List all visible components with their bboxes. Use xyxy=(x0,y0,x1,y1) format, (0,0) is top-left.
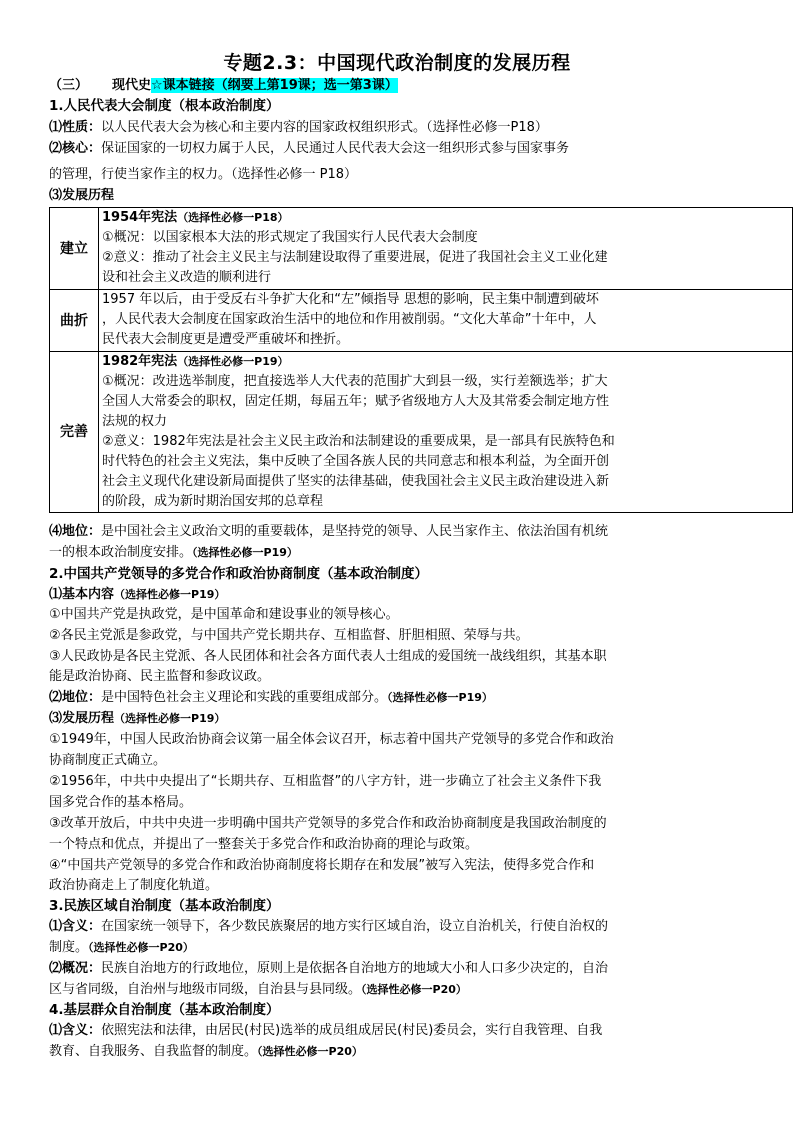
row-perfect xyxy=(50,352,793,513)
s3-meaning xyxy=(49,917,749,937)
establish-line: ①概况：以国家根本大法的形式规定了我国实行人民代表大会制度 xyxy=(102,230,478,245)
s1-nature xyxy=(49,118,749,138)
row-establish xyxy=(50,208,793,290)
textbook-link: ☆课本链接（纲要上第19课；选一第3课） xyxy=(151,78,398,93)
s2-dev-label: ⑶发展历程 xyxy=(49,711,115,726)
s1-core-text: 保证国家的一切权力属于人民，人民通过人民代表大会这一组织形式参与国家事务 xyxy=(101,141,570,156)
s3-meaning-label: ⑴含义： xyxy=(49,919,102,934)
s2-status-text: 是中国特色社会主义理论和实践的重要组成部分。 xyxy=(101,690,388,705)
s4-meaning-label: ⑴含义： xyxy=(49,1023,102,1038)
s1-nature-text: 以人民代表大会为核心和主要内容的国家政权组织形式。（选择性必修一P18） xyxy=(101,120,548,135)
sub-header-number: （三） xyxy=(49,78,89,93)
row-twist xyxy=(50,290,793,352)
s2-dev-item: 一个特点和优点，并提出了一整套关于多党合作和政治协商的理论与政策。 xyxy=(49,837,479,852)
s4-meaning-text: 依照宪法和法律，由居民(村民)选举的成员组成居民(村民)委员会，实行自我管理、自我 xyxy=(101,1023,603,1038)
s2-content-ref: （选择性必修一P19） xyxy=(114,588,226,601)
section-1-heading: 1.人民代表大会制度（根本政治制度） xyxy=(49,98,280,114)
s2-dev-item: 协商制度正式确立。 xyxy=(49,753,167,768)
perfect-line: 时代特色的社会主义宪法，集中反映了全国各族人民的共同意志和根本利益，为全面开创 xyxy=(102,454,610,469)
s2-item: 能是政治协商、民主监督和参政议政。 xyxy=(49,669,271,684)
section-4-heading: 4.基层群众自治制度（基本政治制度） xyxy=(49,1002,280,1018)
s4-meaning-cont xyxy=(49,1042,749,1062)
s1-core-cont: 的管理，行使当家作主的权力。（选择性必修一 P18） xyxy=(49,167,358,182)
perfect-ref: （选择性必修一P19） xyxy=(177,355,289,368)
perfect-title: 1982年宪法 xyxy=(102,354,178,369)
s3-overview-cont xyxy=(49,980,749,1000)
perfect-line: 的阶段，成为新时期治国安邦的总章程 xyxy=(102,494,324,509)
s1-nature-label: ⑴性质： xyxy=(49,120,102,135)
s4-meaning-text-2: 教育、自我服务、自我监督的制度。 xyxy=(49,1044,258,1059)
establish-line: 设和社会主义改造的顺利进行 xyxy=(102,270,272,285)
s2-content-label-line xyxy=(49,585,749,605)
s2-status xyxy=(49,688,749,708)
s2-dev-item: ④“中国共产党领导的多党合作和政治协商制度将长期存在和发展”被写入宪法，使得多党合作和 xyxy=(49,858,595,873)
s2-dev-item: ②1956年，中共中央提出了“长期共存、互相监督”的八字方针，进一步确立了社会主义条件下我 xyxy=(49,774,602,789)
s4-meaning-ref: （选择性必修一P20） xyxy=(257,1045,363,1058)
twist-line: 1957 年以后，由于受反右斗争扩大化和“左”倾指导 思想的影响，民主集中制遭到破坏 xyxy=(102,292,599,307)
section-2-heading: 2.中国共产党领导的多党合作和政治协商制度（基本政治制度） xyxy=(49,566,429,582)
establish-line: ②意义：推动了社会主义民主与法制建设取得了重要进展，促进了我国社会主义工业化建 xyxy=(102,250,608,265)
s3-meaning-text-2: 制度。 xyxy=(49,940,89,955)
perfect-line: 法规的权力 xyxy=(102,414,168,429)
s1-status xyxy=(49,522,749,542)
s2-item: ①中国共产党是执政党，是中国革命和建设事业的领导核心。 xyxy=(49,607,399,622)
s2-dev-item: 政治协商走上了制度化轨道。 xyxy=(49,878,219,893)
perfect-line: 全国人大常委会的职权，固定任期，每届五年；赋予省级地方人大及其常委会制定地方性 xyxy=(102,394,610,409)
sub-header-label: 现代史 xyxy=(112,78,152,93)
s4-meaning xyxy=(49,1021,749,1041)
twist-line: ，人民代表大会制度在国家政治生活中的地位和作用被削弱。“文化大革命”十年中，人 xyxy=(102,312,597,327)
s3-meaning-text: 在国家统一领导下，各少数民族聚居的地方实行区域自治，设立自治机关，行使自治权的 xyxy=(101,919,609,934)
page-title: 专题2.3：中国现代政治制度的发展历程 xyxy=(223,52,571,74)
perfect-line: ①概况：改进选举制度，把直接选举人大代表的范围扩大到县一级，实行差额选举；扩大 xyxy=(102,374,608,389)
s3-overview-label: ⑵概况： xyxy=(49,961,102,976)
s1-core-label: ⑵核心： xyxy=(49,141,102,156)
s2-content-label: ⑴基本内容 xyxy=(49,587,115,602)
s1-status-label: ⑷地位： xyxy=(49,524,102,539)
s2-status-label: ⑵地位： xyxy=(49,690,102,705)
s2-dev-ref: （选择性必修一P19） xyxy=(114,712,226,725)
establish-title: 1954年宪法 xyxy=(102,210,178,225)
cell-perfect xyxy=(99,352,793,513)
s1-status-cont xyxy=(49,543,749,563)
s3-meaning-ref: （选择性必修一P20） xyxy=(88,941,194,954)
s1-status-text-2: 一的根本政治制度安排。 xyxy=(49,545,193,560)
s1-core xyxy=(49,139,749,159)
s1-dev-label: ⑶发展历程 xyxy=(49,188,115,203)
s2-status-ref: （选择性必修一P19） xyxy=(387,691,493,704)
s2-item: ②各民主党派是参政党，与中国共产党长期共存、互相监督、肝胆相照、荣辱与共。 xyxy=(49,628,529,643)
stage-perfect: 完善 xyxy=(50,352,99,513)
s2-dev-item: ③改革开放后，中共中央进一步明确中国共产党领导的多党合作和政治协商制度是我国政治制度的 xyxy=(49,816,607,831)
perfect-line: ②意义：1982年宪法是社会主义民主政治和法制建设的重要成果，是一部具有民族特色和 xyxy=(102,434,615,449)
cell-twist xyxy=(99,290,793,352)
s1-status-ref: （选择性必修一P19） xyxy=(192,546,298,559)
cell-establish xyxy=(99,208,793,290)
stage-establish: 建立 xyxy=(50,208,99,290)
s1-status-text: 是中国社会主义政治文明的重要载体，是坚持党的领导、人民当家作主、依法治国有机统 xyxy=(101,524,609,539)
perfect-line: 社会主义现代化建设新局面提供了坚实的法律基础，使我国社会主义民主政治建设进入新 xyxy=(102,474,610,489)
establish-ref: （选择性必修一P18） xyxy=(177,211,289,224)
s3-overview-ref: （选择性必修一P20） xyxy=(361,983,467,996)
section-3-heading: 3.民族区域自治制度（基本政治制度） xyxy=(49,898,280,914)
s3-overview-text: 民族自治地方的行政地位，原则上是依据各自治地方的地域大小和人口多少决定的，自治 xyxy=(101,961,609,976)
s2-dev-item: ①1949年，中国人民政治协商会议第一届全体会议召开，标志着中国共产党领导的多党合作和政治 xyxy=(49,732,614,747)
development-table xyxy=(49,207,793,513)
s2-dev-item: 国多党合作的基本格局。 xyxy=(49,795,193,810)
twist-line: 民代表大会制度更是遭受严重破坏和挫折。 xyxy=(102,332,350,347)
s3-overview-text-2: 区与省同级，自治州与地级市同级，自治县与县同级。 xyxy=(49,982,362,997)
sub-header xyxy=(49,76,749,96)
s3-meaning-cont xyxy=(49,938,749,958)
s2-item: ③人民政协是各民主党派、各人民团体和社会各方面代表人士组成的爱国统一战线组织，其基本职 xyxy=(49,649,607,664)
s3-overview xyxy=(49,959,749,979)
s2-dev-label-line xyxy=(49,709,749,729)
stage-twist: 曲折 xyxy=(50,290,99,352)
